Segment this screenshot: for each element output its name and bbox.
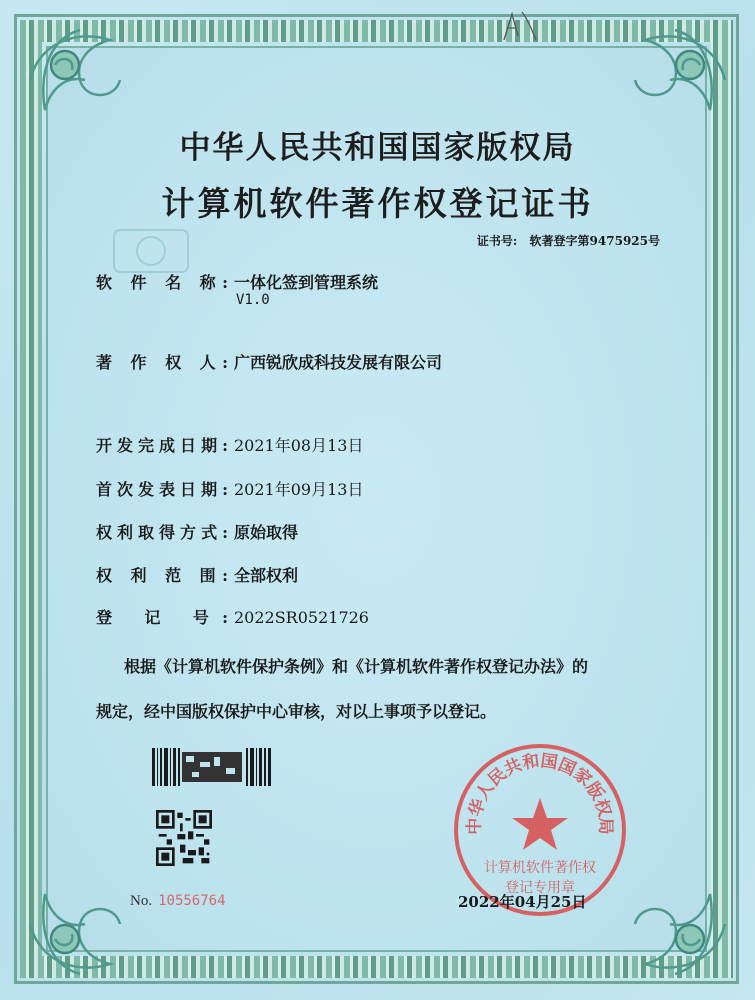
field-rights-scope [96, 563, 298, 586]
field-value: 一体化签到管理系统 [234, 273, 379, 292]
field-label: 著 作 权 人: [96, 353, 228, 372]
field-value: 2021年09月13日 [234, 480, 364, 499]
software-version: V1.0 [236, 292, 270, 308]
body-line-1: 根据《计算机软件保护条例》和《计算机软件著作权登记办法》的 [124, 657, 589, 676]
serial-number-label: No. [130, 893, 153, 909]
certificate-title: 计算机软件著作权登记证书 [161, 184, 594, 223]
field-value: 2021年08月13日 [234, 436, 364, 455]
field-rights-acquisition [96, 520, 298, 543]
qr-code-icon [156, 810, 212, 866]
field-completion-date [96, 433, 363, 456]
field-label: 首次发表日期: [96, 480, 228, 499]
field-registration-no [96, 605, 369, 628]
seal-line-2: 登记专用章 [505, 880, 575, 896]
issue-date: 2022年04月25日 [458, 893, 587, 911]
field-label: 权 利 范 围: [96, 566, 228, 585]
field-value: 全部权利 [234, 566, 299, 585]
field-label: 软 件 名 称: [96, 273, 228, 292]
certificate-number-label: 证书号: [476, 234, 518, 248]
body-line-2: 规定，经中国版权保护中心审核，对以上事项予以登记。 [96, 702, 497, 721]
field-label: 权利取得方式: [96, 523, 228, 542]
field-value: 原始取得 [234, 523, 299, 542]
field-value: 2022SR0521726 [234, 608, 369, 627]
field-first-publish-date [96, 477, 363, 500]
issuer-title: 中华人民共和国国家版权局 [179, 130, 576, 166]
field-copyright-owner [96, 350, 442, 373]
field-label: 登 记 号: [96, 608, 228, 627]
corner-ornament-icon [20, 854, 153, 984]
serial-number-value: 10556764 [158, 893, 226, 909]
field-label: 开发完成日期: [96, 436, 228, 455]
seal-ring-text: 中华人民共和国国家版权局 [464, 751, 616, 835]
field-software-name [96, 270, 378, 293]
handwritten-mark-icon [498, 6, 542, 46]
barcode-icon [152, 748, 272, 786]
field-value: 广西锐欣成科技发展有限公司 [234, 353, 443, 372]
certificate-number-value: 软著登字第9475925号 [529, 234, 660, 248]
serial-number [130, 891, 226, 910]
certificate-number [477, 232, 660, 249]
seal-line-1: 计算机软件著作权 [484, 860, 596, 876]
